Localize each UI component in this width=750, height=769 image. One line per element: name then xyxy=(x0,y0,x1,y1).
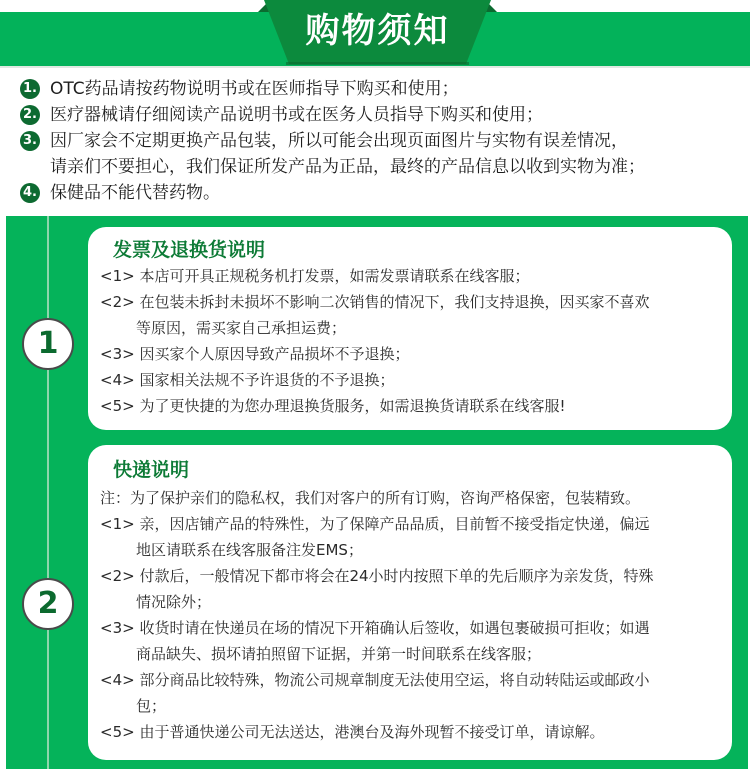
section-line: 注：为了保护亲们的隐私权，我们对客户的所有订购，咨询严格保密，包装精致。 xyxy=(100,489,641,507)
notice-text: 因厂家会不定期更换产品包装，所以可能会出现页面图片与实物有误差情况， xyxy=(50,131,628,151)
step-circle-2: 2 xyxy=(22,578,74,630)
step-circle-1: 1 xyxy=(22,318,74,370)
notice-list xyxy=(20,76,750,206)
number-badge-icon: 1. xyxy=(20,79,40,99)
notice-item xyxy=(20,128,750,154)
timeline-line xyxy=(47,216,49,769)
section-line: <5> 由于普通快递公司无法送达，港澳台及海外现暂不接受订单，请谅解。 xyxy=(100,723,605,741)
section-line: <3> 收货时请在快递员在场的情况下开箱确认后签收，如遇包裹破损可拒收；如遇 xyxy=(100,619,650,637)
page-title: 购物须知 xyxy=(305,11,450,51)
number-badge-icon: 2. xyxy=(20,105,40,125)
notice-item xyxy=(20,76,750,102)
section-line: 等原因，需买家自己承担运费； xyxy=(136,319,347,337)
section-line: 包； xyxy=(136,697,167,715)
invoice-return-card xyxy=(88,227,732,430)
header-divider xyxy=(0,66,750,68)
section-line: <4> 部分商品比较特殊，物流公司规章制度无法使用空运，将自动转陆运或邮政小 xyxy=(100,671,650,689)
shipping-card xyxy=(88,445,732,760)
notice-item xyxy=(20,180,750,206)
number-badge-icon: 3. xyxy=(20,131,40,151)
section-title: 发票及退换货说明 xyxy=(113,239,266,261)
header-tab-shadow xyxy=(286,62,469,65)
section-line: 商品缺失、损坏请拍照留下证据，并第一时间联系在线客服； xyxy=(136,645,542,663)
notice-text: OTC药品请按药物说明书或在医师指导下购买和使用； xyxy=(50,79,459,99)
section-line: <2> 付款后，一般情况下都市将会在24小时内按照下单的先后顺序为亲发货，特殊 xyxy=(100,567,654,585)
section-line: <2> 在包装未拆封未损坏不影响二次销售的情况下，我们支持退换，因买家不喜欢 xyxy=(100,293,650,311)
section-title: 快递说明 xyxy=(113,459,190,481)
section-line: 地区请联系在线客服备注发EMS； xyxy=(136,541,363,559)
section-line: <3> 因买家个人原因导致产品损坏不予退换； xyxy=(100,345,410,363)
section-line: <4> 国家相关法规不予许退货的不予退换； xyxy=(100,371,395,389)
notice-text: 医疗器械请仔细阅读产品说明书或在医务人员指导下购买和使用； xyxy=(50,105,543,125)
notice-item-continuation xyxy=(20,154,750,180)
section-lines xyxy=(100,485,724,745)
notice-item xyxy=(20,102,750,128)
section-line: <1> 本店可开具正规税务机打发票，如需发票请联系在线客服； xyxy=(100,267,530,285)
section-line: <5> 为了更快捷的为您办理退换货服务，如需退换货请联系在线客服! xyxy=(100,397,566,415)
section-line: <1> 亲，因店铺产品的特殊性，为了保障产品品质，目前暂不接受指定快递，偏远 xyxy=(100,515,650,533)
section-line: 情况除外； xyxy=(136,593,212,611)
section-lines xyxy=(100,263,724,419)
number-badge-icon: 4. xyxy=(20,183,40,203)
notice-text: 保健品不能代替药物。 xyxy=(50,183,220,203)
notice-text: 请亲们不要担心，我们保证所发产品为正品，最终的产品信息以收到实物为准； xyxy=(50,157,645,177)
